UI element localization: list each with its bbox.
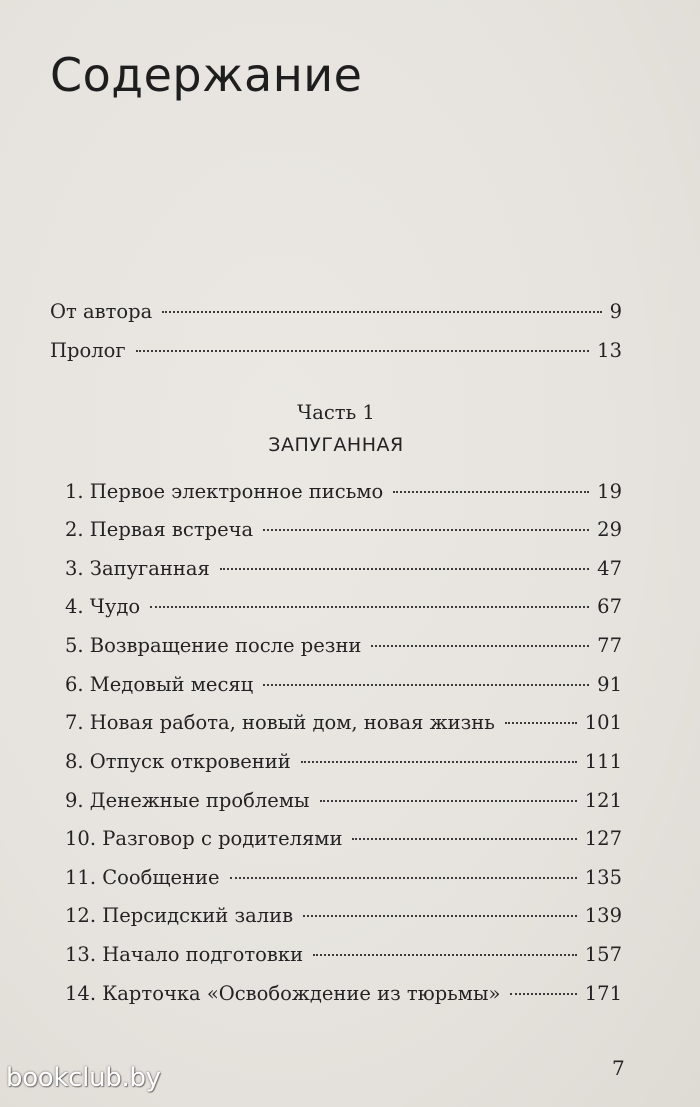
toc-chapter-9: [65, 789, 622, 813]
toc-chapter-8: [65, 750, 622, 774]
toc-chapter-10: [65, 827, 622, 851]
toc-chapter-1: [65, 480, 622, 504]
toc-entry-page: 135: [584, 866, 622, 889]
toc-entry-page: 13: [597, 339, 622, 362]
toc-chapter-7: [65, 711, 622, 735]
toc-entry-label: 2. Первая встреча: [65, 518, 254, 541]
toc-chapter-2: [65, 518, 622, 542]
toc-entry-label: 6. Медовый месяц: [65, 673, 254, 696]
page-number: 7: [612, 1056, 625, 1080]
toc-entry-label: От автора: [50, 300, 153, 323]
dot-leader: [301, 761, 577, 763]
toc-entry-label: 10. Разговор с родителями: [65, 827, 343, 850]
toc-entry-label: 5. Возвращение после резни: [65, 634, 362, 657]
toc-entry-page: 121: [584, 789, 622, 812]
part-subtitle: ЗАПУГАННАЯ: [268, 434, 404, 456]
toc-entry-label: 3. Запуганная: [65, 557, 210, 580]
toc-entry-label: 7. Новая работа, новый дом, новая жизнь: [65, 711, 495, 734]
toc-chapter-5: [65, 634, 622, 658]
toc-entry-page: 19: [597, 480, 622, 503]
page-title: Содержание: [50, 48, 363, 102]
dot-leader: [220, 568, 589, 570]
dot-leader: [320, 800, 577, 802]
toc-entry-label: 11. Сообщение: [65, 866, 220, 889]
toc-entry-page: 29: [597, 518, 622, 541]
dot-leader: [263, 684, 589, 686]
dot-leader: [303, 915, 577, 917]
toc-entry-label: 13. Начало подготовки: [65, 943, 304, 966]
toc-chapter-13: [65, 943, 622, 967]
toc-entry-label: 8. Отпуск откровений: [65, 750, 291, 773]
toc-entry-label: 9. Денежные проблемы: [65, 789, 310, 812]
toc-entry-page: 127: [584, 827, 622, 850]
toc-entry-page: 47: [597, 557, 622, 580]
toc-entry-page: 67: [597, 595, 622, 618]
toc-entry-page: 101: [584, 711, 622, 734]
dot-leader: [150, 606, 589, 608]
toc-chapter-14: [65, 982, 622, 1006]
toc-entry-page: 157: [584, 943, 622, 966]
dot-leader: [263, 529, 589, 531]
toc-entry-label: 1. Первое электронное письмо: [65, 480, 384, 503]
toc-chapter-3: [65, 557, 622, 581]
dot-leader: [393, 491, 589, 493]
dot-leader: [313, 954, 577, 956]
dot-leader: [352, 838, 576, 840]
toc-entry-label: 4. Чудо: [65, 595, 141, 618]
toc-entry-prologue: [50, 339, 622, 363]
dot-leader: [505, 722, 577, 724]
watermark: bookclub.by: [6, 1063, 161, 1093]
dot-leader: [136, 350, 590, 352]
toc-entry-page: 171: [584, 982, 622, 1005]
toc-entry-page: 139: [584, 904, 622, 927]
toc-entry-label: Пролог: [50, 339, 126, 362]
dot-leader: [510, 993, 576, 995]
toc-entry-page: 77: [597, 634, 622, 657]
toc-chapter-4: [65, 595, 622, 619]
dot-leader: [230, 877, 577, 879]
toc-chapter-12: [65, 904, 622, 928]
toc-entry-page: 91: [597, 673, 622, 696]
toc-chapter-6: [65, 673, 622, 697]
toc-entry-label: 12. Персидский залив: [65, 904, 294, 927]
part-heading: Часть 1: [297, 401, 375, 424]
toc-entry-page: 111: [584, 750, 622, 773]
dot-leader: [162, 311, 601, 313]
toc-entry-author-note: [50, 300, 622, 324]
toc-entry-page: 9: [609, 300, 622, 323]
toc-chapter-11: [65, 866, 622, 890]
dot-leader: [371, 645, 589, 647]
toc-entry-label: 14. Карточка «Освобождение из тюрьмы»: [65, 982, 501, 1005]
